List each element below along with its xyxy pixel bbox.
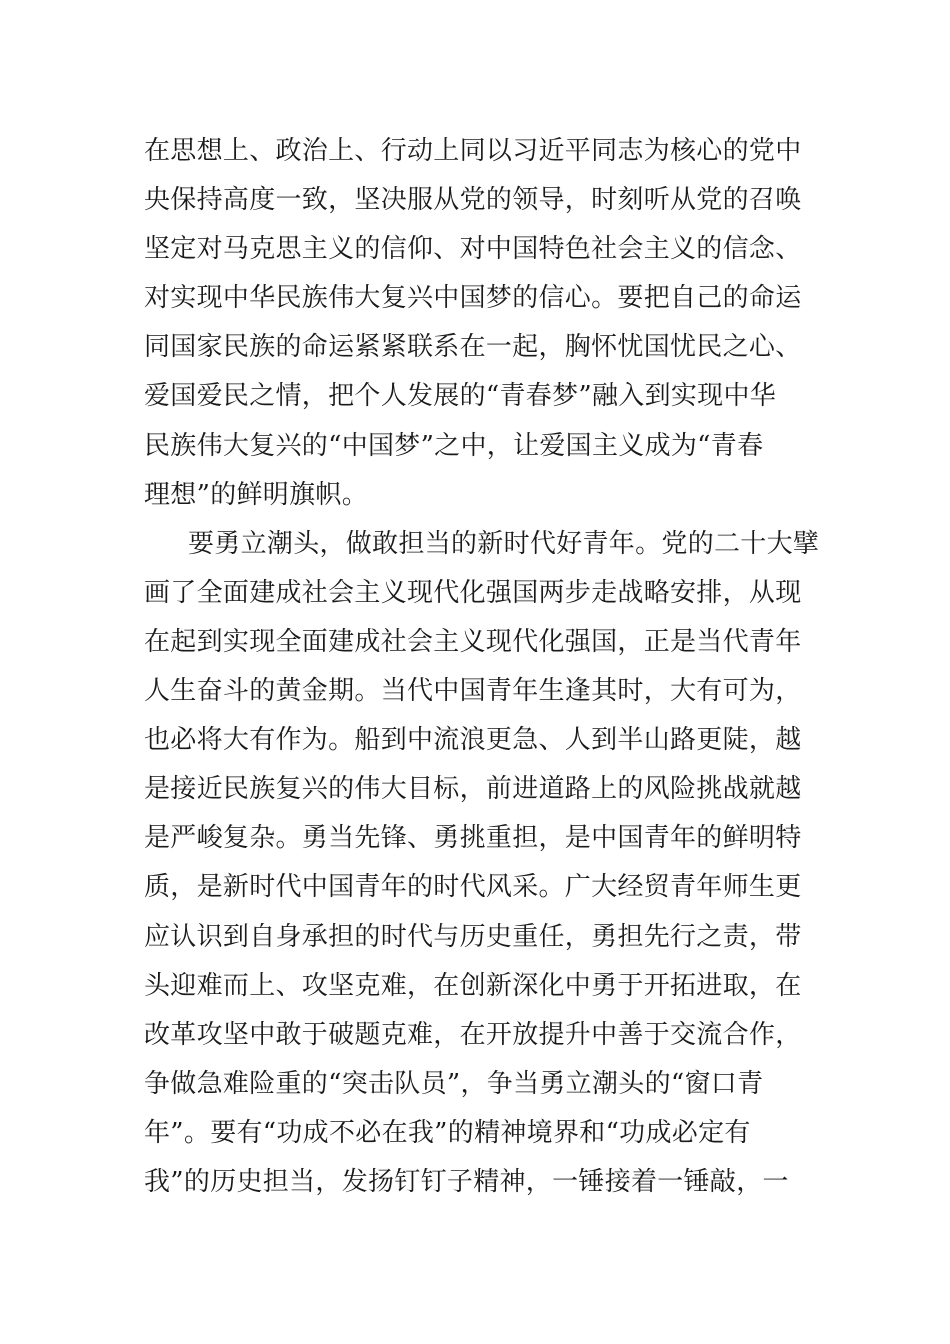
text-line-18: 头迎难而上、攻坚克难，在创新深化中勇于开拓进取，在 [144,970,802,1001]
text-line-13: 也必将大有作为。船到中流浪更急、人到半山路更陡，越 [144,725,802,756]
text-line-5: 同国家民族的命运紧紧联系在一起，胸怀忧国忧民之心、 [144,332,802,363]
text-line-22: 我”的历史担当，发扬钉钉子精神，一锤接着一锤敲，一 [144,1166,789,1197]
text-line-21: 年”。要有“功成不必在我”的精神境界和“功成必定有 [144,1117,751,1148]
text-line-10: 画了全面建成社会主义现代化强国两步走战略安排，从现 [144,577,802,608]
text-line-17: 应认识到自身承担的时代与历史重任，勇担先行之责，带 [144,921,802,952]
body-text [144,127,820,1207]
text-line-8: 理想”的鲜明旗帜。 [144,479,368,510]
text-line-2: 央保持高度一致，坚决服从党的领导，时刻听从党的召唤 [144,185,802,216]
paragraph-start-line: 要勇立潮头，做敢担当的新时代好青年。党的二十大擘 [188,528,820,559]
text-line-7: 民族伟大复兴的“中国梦”之中，让爱国主义成为“青春 [144,430,764,461]
text-line-3: 坚定对马克思主义的信仰、对中国特色社会主义的信念、 [144,234,802,265]
text-line-15: 是严峻复杂。勇当先锋、勇挑重担，是中国青年的鲜明特 [144,823,802,854]
text-line-19: 改革攻坚中敢于破题克难，在开放提升中善于交流合作， [144,1019,802,1050]
text-line-1: 在思想上、政治上、行动上同以习近平同志为核心的党中 [144,136,802,166]
text-line-14: 是接近民族复兴的伟大目标，前进道路上的风险挑战就越 [144,774,802,805]
text-line-20: 争做急难险重的“突击队员”，争当勇立潮头的“窗口青 [144,1068,764,1099]
text-line-4: 对实现中华民族伟大复兴中国梦的信心。要把自己的命运 [144,283,802,314]
text-line-12: 人生奋斗的黄金期。当代中国青年生逢其时，大有可为， [144,676,802,707]
text-line-16: 质，是新时代中国青年的时代风采。广大经贸青年师生更 [144,872,802,903]
text-line-11: 在起到实现全面建成社会主义现代化强国，正是当代青年 [144,626,802,657]
text-line-6: 爱国爱民之情，把个人发展的“青春梦”融入到实现中华 [144,381,777,412]
